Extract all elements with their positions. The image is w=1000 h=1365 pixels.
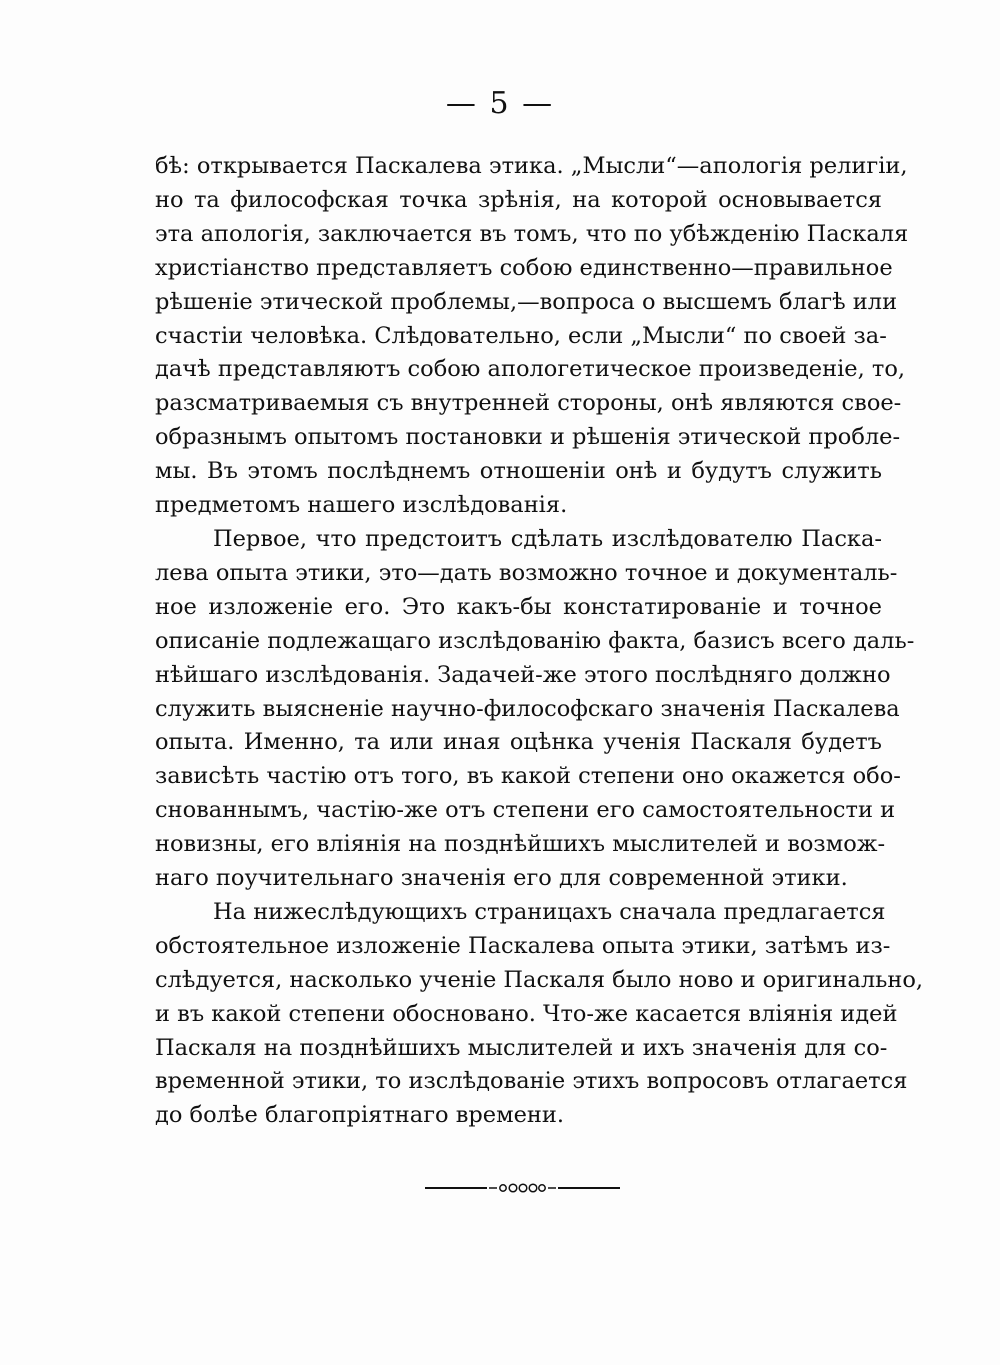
text-line: Паскаля на позднѣйшихъ мыслителей и ихъ значенія для со- (155, 1034, 888, 1061)
text-line: мы. Въ этомъ послѣднемъ отношеніи онѣ и будутъ служить (155, 458, 882, 485)
text-line: опыта. Именно, та или иная оцѣнка ученія Паскаля будетъ (155, 729, 882, 756)
text-line: и въ какой степени обосновано. Что-же касается вліянія идей (155, 1000, 898, 1027)
text-line: нѣйшаго изслѣдованія. Задачей-же этого послѣдняго должно (155, 661, 891, 688)
text-line: временной этики, то изслѣдованіе этихъ вопросовъ отлагается (155, 1068, 908, 1095)
text-line: ное изложеніе его. Это какъ-бы констатированіе и точное (155, 593, 882, 620)
text-line: эта апологія, заключается въ томъ, что по убѣжденію Паскаля (155, 220, 909, 247)
ornament-rule-icon (425, 1180, 620, 1196)
text-line: рѣшеніе этической проблемы,—вопроса о высшемъ благѣ или (155, 288, 898, 315)
paragraph-1 (155, 150, 909, 523)
text-line: до болѣе благопріятнаго времени. (155, 1102, 565, 1129)
text-line: бѣ: открывается Паскалева этика. „Мысли“—апологія религіи, (155, 153, 908, 179)
text-line: На нижеслѣдующихъ страницахъ сначала предлагается (213, 898, 886, 925)
text-line: Первое, что предстоитъ сдѣлать изслѣдователю Паска- (213, 525, 882, 552)
text-line: обстоятельное изложеніе Паскалева опыта этики, затѣмъ из- (155, 932, 891, 959)
text-line: новизны, его вліянія на позднѣйшихъ мыслителей и возмож- (155, 831, 886, 858)
text-line: христіанство представляетъ собою единственно—правильное (155, 254, 893, 281)
paragraph-3 (155, 896, 924, 1133)
paragraph-2 (155, 523, 915, 896)
text-line: счастіи человѣка. Слѣдовательно, если „Мысли“ по своей за- (155, 322, 887, 349)
page-number: — 5 — (445, 86, 555, 121)
text-line: предметомъ нашего изслѣдованія. (155, 492, 568, 519)
text-line: служить выясненіе научно-философскаго значенія Паскалева (155, 695, 900, 722)
text-line: лева опыта этики, это—дать возможно точное и документаль- (155, 559, 898, 586)
text-line: разсматриваемыя съ внутренней стороны, онѣ являются свое- (155, 390, 902, 417)
text-line: описаніе подлежащаго изслѣдованію факта, базисъ всего даль- (155, 627, 915, 654)
text-line: снованнымъ, частію-же отъ степени его самостоятельности и (155, 797, 896, 824)
text-line: зависѣть частію отъ того, въ какой степени оно окажется обо- (155, 763, 901, 790)
text-line: слѣдуется, насколько ученіе Паскаля было ново и оригинально, (155, 966, 924, 993)
text-line: наго поучительнаго значенія его для современной этики. (155, 865, 848, 892)
body-text (155, 150, 924, 1133)
text-line: образнымъ опытомъ постановки и рѣшенія этической пробле- (155, 424, 901, 451)
text-line: дачѣ представляютъ собою апологетическое произведеніе, то, (155, 356, 906, 383)
text-line: но та философская точка зрѣнія, на которой основывается (155, 186, 882, 213)
